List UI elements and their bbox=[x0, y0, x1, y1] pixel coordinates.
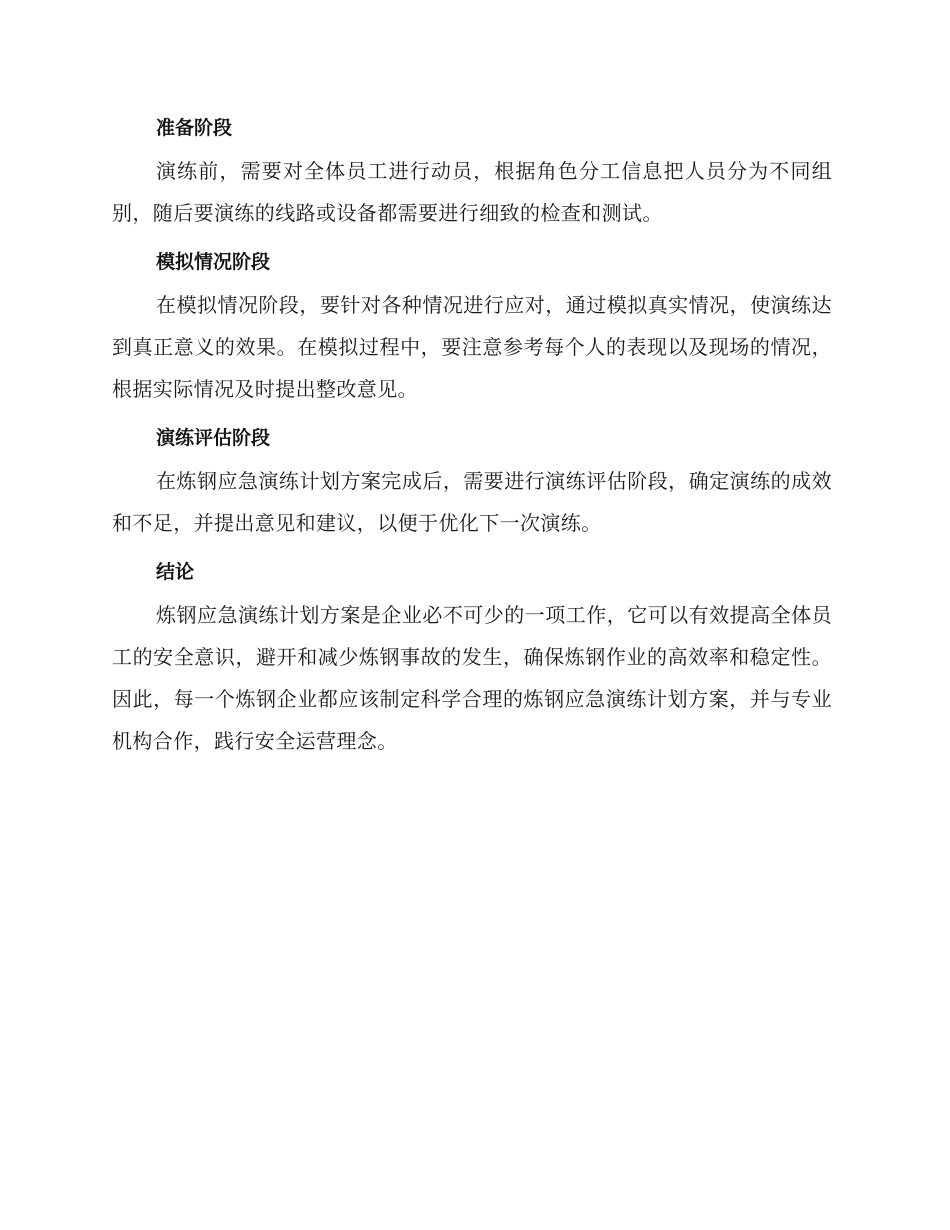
section-heading: 准备阶段 bbox=[156, 117, 233, 139]
section-simulation bbox=[112, 242, 832, 410]
section-evaluation bbox=[112, 418, 832, 544]
section-paragraph: 演练前，需要对全体员工进行动员，根据角色分工信息把人员分为不同组别，随后要演练的线路或设备都需要进行细致的检查和测试。 bbox=[112, 159, 832, 225]
section-paragraph: 在炼钢应急演练计划方案完成后，需要进行演练评估阶段，确定演练的成效和不足，并提出意见和建议，以便于优化下一次演练。 bbox=[112, 469, 832, 535]
section-heading: 模拟情况阶段 bbox=[156, 251, 271, 273]
document-page bbox=[112, 108, 832, 770]
section-heading: 演练评估阶段 bbox=[156, 427, 271, 449]
section-paragraph: 在模拟情况阶段，要针对各种情况进行应对，通过模拟真实情况，使演练达到真正意义的效果。在模拟过程中，要注意参考每个人的表现以及现场的情况，根据实际情况及时提出整改意见。 bbox=[112, 293, 832, 401]
section-paragraph: 炼钢应急演练计划方案是企业必不可少的一项工作，它可以有效提高全体员工的安全意识，避开和减少炼钢事故的发生，确保炼钢作业的高效率和稳定性。因此，每一个炼钢企业都应该制定科学合理的炼钢应急演练计划方案，并与专业机构合作，践行安全运营理念。 bbox=[112, 603, 832, 753]
section-conclusion bbox=[112, 552, 832, 762]
section-preparation bbox=[112, 108, 832, 234]
section-heading: 结论 bbox=[156, 561, 195, 583]
